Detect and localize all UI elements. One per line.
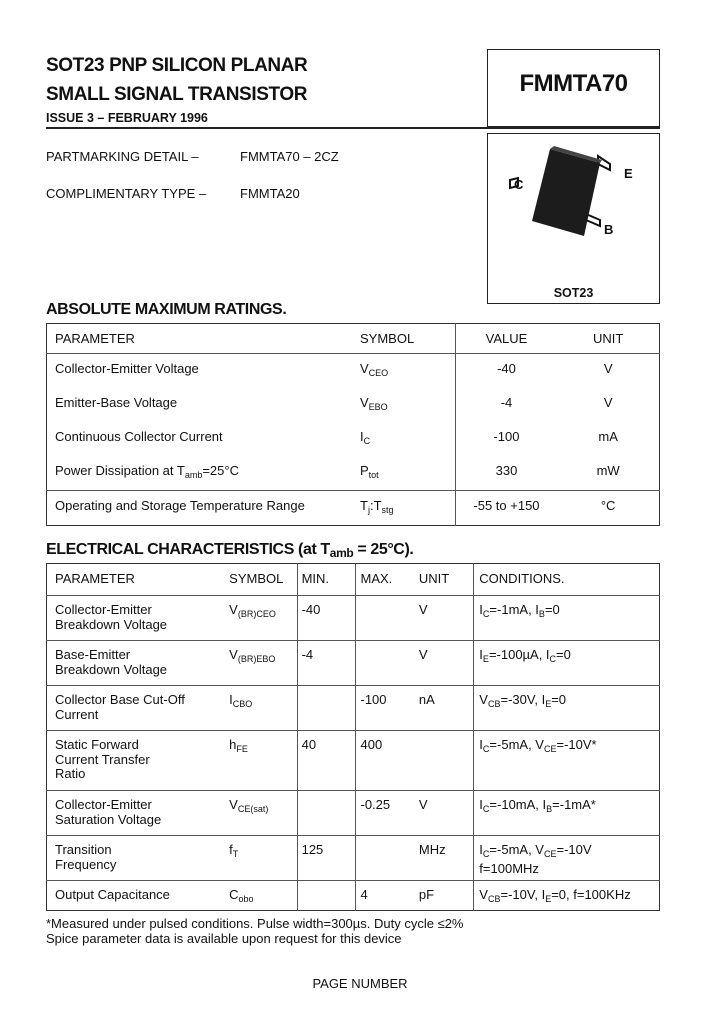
table-row [47, 686, 660, 731]
row-conditions: $I_E=-100\mu A$, $I_C=0$ [474, 641, 660, 686]
row-conditions: $V_{CB}=-10V$, $I_E=0$, f=100KHz [474, 881, 660, 911]
header-rule [46, 127, 660, 129]
pin-b-label: B [604, 222, 614, 237]
row-min: -40 [297, 596, 356, 641]
row-symbol: $h_{FE}$ [225, 731, 297, 791]
page-number: PAGE NUMBER [312, 976, 408, 991]
elec-col-header: CONDITIONS. [479, 571, 565, 587]
row-conditions: $I_C=-10mA$, $I_B=-1mA*$ [474, 791, 660, 836]
row-symbol: $V_{CEO}$ [360, 354, 455, 389]
row-unit: MHz [415, 836, 474, 881]
row-unit: V [415, 791, 474, 836]
row-parameter: Transition Frequency [47, 836, 226, 881]
table-row [47, 422, 660, 456]
partmarking-label: PARTMARKING DETAIL – [46, 149, 199, 164]
row-max: 400 [356, 731, 415, 791]
sot23-package-drawing [488, 134, 658, 302]
row-value: 330 [495, 463, 518, 478]
row-max [356, 641, 415, 686]
table-row [47, 354, 660, 389]
row-max [356, 596, 415, 641]
row-value: -4 [500, 395, 513, 410]
issue-date: ISSUE 3 – FEBRUARY 1996 [46, 111, 208, 125]
abs-max-table [46, 323, 660, 526]
row-value: -40 [497, 361, 516, 376]
row-max: -100 [356, 686, 415, 731]
row-value: -100 [493, 429, 520, 444]
row-parameter: Emitter-Base Voltage [55, 395, 178, 410]
table-row [47, 388, 660, 422]
row-unit: V [415, 641, 474, 686]
row-unit: °C [557, 491, 659, 526]
row-parameter: Collector-Emitter Voltage [55, 361, 199, 376]
row-parameter: Output Capacitance [47, 881, 226, 911]
row-symbol: $V_{(BR)CEO}$ [225, 596, 297, 641]
row-conditions: $I_C=-1mA$, $I_B=0$ [474, 596, 660, 641]
table-row [47, 836, 660, 881]
pin-c-label: C [514, 177, 524, 192]
complementary-value: FMMTA20 [240, 186, 300, 201]
row-min: 125 [297, 836, 356, 881]
row-symbol: $I_{CBO}$ [225, 686, 297, 731]
row-parameter: Base-Emitter Breakdown Voltage [47, 641, 226, 686]
row-max: -0.25 [356, 791, 415, 836]
table-row [47, 641, 660, 686]
row-unit: V [603, 395, 613, 410]
abs-max-title: ABSOLUTE MAXIMUM RATINGS. [46, 301, 287, 318]
row-symbol: $f_T$ [225, 836, 297, 881]
table-row [47, 791, 660, 836]
elec-col-header: UNIT [415, 564, 474, 596]
title-line-2: SMALL SIGNAL TRANSISTOR [46, 84, 308, 105]
package-figure [487, 133, 660, 304]
elec-col-header: MAX. [360, 571, 393, 587]
table-row [47, 596, 660, 641]
elec-table [46, 563, 660, 911]
col-unit: UNIT [557, 324, 659, 354]
part-number: FMMTA70 [519, 70, 628, 97]
row-parameter: Static Forward Current Transfer Ratio [47, 731, 226, 791]
pin-e-label: E [624, 166, 633, 181]
table-row [47, 456, 660, 491]
complementary-label: COMPLIMENTARY TYPE – [46, 186, 207, 201]
row-symbol: $I_C$ [360, 422, 455, 456]
row-conditions: $I_C=-5mA$, $V_{CE}=-10V$ f=100MHz [474, 836, 660, 881]
part-number-box [487, 49, 660, 127]
col-value: VALUE [455, 324, 557, 354]
row-conditions: $V_{CB}=-30V$, $I_E=0$ [474, 686, 660, 731]
elec-title: ELECTRICAL CHARACTERISTICS (at $T_{amb} = 25^\circ C$). [46, 541, 414, 560]
col-parameter: PARAMETER [47, 324, 361, 354]
title-line-1: SOT23 PNP SILICON PLANAR [46, 55, 308, 76]
abs-max-header-row [47, 324, 660, 354]
row-parameter: Operating and Storage Temperature Range [47, 491, 361, 526]
row-parameter: Continuous Collector Current [55, 429, 223, 444]
row-max: 4 [356, 881, 415, 911]
row-parameter: Collector Base Cut-Off Current [47, 686, 226, 731]
row-unit: V [603, 361, 613, 376]
row-unit [415, 731, 474, 791]
elec-col-header: PARAMETER [55, 571, 135, 587]
row-value: -55 to +150 [455, 491, 557, 526]
row-symbol: $T_j:T_{stg}$ [360, 491, 455, 526]
row-min: -4 [297, 641, 356, 686]
elec-col-header: MIN. [297, 564, 356, 596]
row-symbol: $V_{EBO}$ [360, 388, 455, 422]
row-symbol: $V_{CE(sat)}$ [225, 791, 297, 836]
row-unit: nA [415, 686, 474, 731]
row-unit: mW [596, 463, 620, 478]
row-parameter: Collector-Emitter Saturation Voltage [47, 791, 226, 836]
row-unit: V [415, 596, 474, 641]
footnote-spice: Spice parameter data is available upon request for this device [46, 931, 402, 946]
elec-col-header: SYMBOL [225, 564, 297, 596]
elec-header-row [47, 564, 660, 596]
table-row [47, 491, 660, 526]
row-parameter: Power Dissipation at $T_{amb}=25^\circ C$ [55, 463, 239, 480]
table-row [47, 731, 660, 791]
row-max [356, 836, 415, 881]
table-row [47, 881, 660, 911]
row-symbol: $C_{obo}$ [225, 881, 297, 911]
col-symbol: SYMBOL [360, 324, 455, 354]
row-min [297, 686, 356, 731]
row-min [297, 881, 356, 911]
row-min: 40 [297, 731, 356, 791]
row-symbol: $P_{tot}$ [360, 456, 455, 491]
row-min [297, 791, 356, 836]
row-parameter: Collector-Emitter Breakdown Voltage [47, 596, 226, 641]
partmarking-value: FMMTA70 – 2CZ [240, 149, 339, 164]
row-conditions: $I_C=-5mA$, $V_{CE}=-10V*$ [474, 731, 660, 791]
row-symbol: $V_{(BR)EBO}$ [225, 641, 297, 686]
footnote-pulse: *Measured under pulsed conditions. Pulse width=300µs. Duty cycle ≤2% [46, 916, 464, 931]
row-unit: pF [415, 881, 474, 911]
row-unit: mA [598, 429, 618, 444]
package-label: SOT23 [553, 286, 594, 300]
